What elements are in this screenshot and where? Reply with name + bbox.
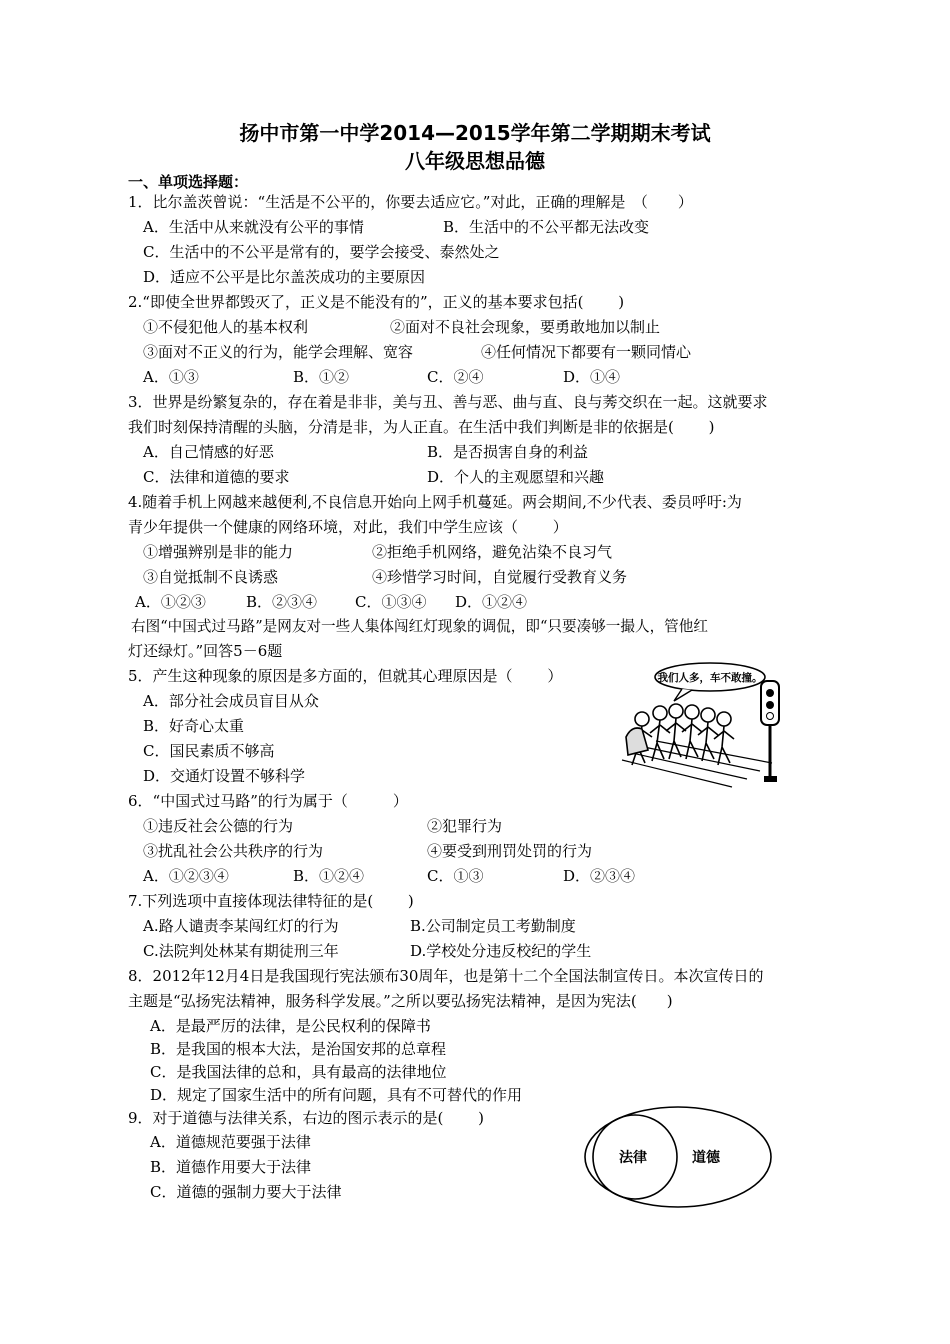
q4-option-a: A．①②③ bbox=[135, 593, 206, 611]
exam-subtitle: 八年级思想品德 bbox=[405, 149, 545, 173]
q6-option-d: D．②③④ bbox=[563, 867, 636, 885]
q6-item-3: ③扰乱社会公共秩序的行为 bbox=[143, 842, 324, 860]
q3-option-d: D．个人的主观愿望和兴趣 bbox=[427, 468, 605, 486]
q3-stem-line1: 3．世界是纷繁复杂的，存在着是非非，美与丑、善与恶、曲与直、良与莠交织在一起。这就要求 bbox=[128, 393, 768, 411]
q4-item-4: ④珍惜学习时间，自觉履行受教育义务 bbox=[372, 568, 628, 586]
q2-item-3: ③面对不正义的行为，能学会理解、宽容 bbox=[143, 343, 414, 361]
law-label: 法律 bbox=[619, 1150, 647, 1166]
q5-6-intro-line1: 右图“中国式过马路”是网友对一些人集体闯红灯现象的调侃，即“只要凑够一撮人，管他红 bbox=[131, 618, 708, 635]
q5-6-intro-line2: 灯还绿灯。”回答5－6题 bbox=[128, 642, 283, 660]
q1-option-a: A．生活中从来就没有公平的事情 bbox=[143, 218, 364, 236]
q3-option-c: C．法律和道德的要求 bbox=[143, 468, 290, 486]
q1-option-d: D．适应不公平是比尔盖茨成功的主要原因 bbox=[143, 268, 426, 286]
q2-option-d: D．①④ bbox=[563, 368, 621, 386]
jaywalking-cartoon bbox=[612, 655, 817, 795]
q6-stem: 6．“中国式过马路”的行为属于（ ） bbox=[128, 792, 408, 810]
q8-stem-line1: 8．2012年12月4日是我国现行宪法颁布30周年，也是第十二个全国法制宣传日。本次宣传日的 bbox=[128, 967, 764, 985]
q6-option-c: C．①③ bbox=[427, 867, 484, 885]
q6-option-a: A．①②③④ bbox=[143, 867, 229, 885]
crowd-of-pedestrians bbox=[626, 704, 734, 765]
q2-option-a: A．①③ bbox=[143, 368, 199, 386]
q1-option-c: C．生活中的不公平是常有的，要学会接受、泰然处之 bbox=[143, 243, 500, 261]
q8-option-c: C．是我国法律的总和，具有最高的法律地位 bbox=[150, 1063, 447, 1081]
q6-item-2: ②犯罪行为 bbox=[427, 817, 503, 835]
q5-option-b: B．好奇心太重 bbox=[143, 717, 245, 735]
q9-stem: 9．对于道德与法律关系，右边的图示表示的是( ) bbox=[128, 1109, 485, 1127]
q6-item-1: ①违反社会公德的行为 bbox=[143, 817, 294, 835]
q6-option-b: B．①②④ bbox=[293, 867, 365, 885]
q2-option-c: C．②④ bbox=[427, 368, 484, 386]
exam-title: 扬中市第一中学2014—2015学年第二学期期末考试 bbox=[239, 121, 711, 145]
q4-option-b: B．②③④ bbox=[246, 593, 318, 611]
q2-option-b: B．①② bbox=[293, 368, 350, 386]
q5-option-d: D．交通灯设置不够科学 bbox=[143, 767, 306, 785]
q9-option-a: A．道德规范要强于法律 bbox=[150, 1133, 311, 1151]
section-heading: 一、单项选择题： bbox=[128, 173, 249, 191]
q1-option-b: B．生活中的不公平都无法改变 bbox=[443, 218, 650, 236]
q8-option-b: B．是我国的根本大法，是治国安邦的总章程 bbox=[150, 1040, 447, 1058]
law-morality-diagram bbox=[578, 1100, 778, 1220]
q9-option-c: C．道德的强制力要大于法律 bbox=[150, 1183, 342, 1201]
q3-option-b: B．是否损害自身的利益 bbox=[427, 443, 589, 461]
q4-option-d: D．①②④ bbox=[455, 593, 528, 611]
q5-option-c: C．国民素质不够高 bbox=[143, 742, 275, 760]
q4-stem-line2: 青少年提供一个健康的网络环境，对此，我们中学生应该（ ） bbox=[128, 518, 568, 536]
q3-stem-line2: 我们时刻保持清醒的头脑，分清是非，为人正直。在生活中我们判断是非的依据是( ) bbox=[128, 418, 715, 436]
q7-option-b: B.公司制定员工考勤制度 bbox=[410, 917, 576, 935]
morality-label: 道德 bbox=[692, 1150, 720, 1166]
q8-stem-line2: 主题是“弘扬宪法精神，服务科学发展。”之所以要弘扬宪法精神，是因为宪法( ) bbox=[128, 992, 673, 1010]
q4-item-3: ③自觉抵制不良诱惑 bbox=[143, 568, 279, 586]
q4-stem-line1: 4.随着手机上网越来越便利,不良信息开始向上网手机蔓延。两会期间,不少代表、委员呼吁:为 bbox=[128, 493, 742, 511]
q7-option-c: C.法院判处林某有期徒刑三年 bbox=[143, 942, 339, 960]
q4-option-c: C．①③④ bbox=[355, 593, 427, 611]
q7-option-d: D.学校处分违反校纪的学生 bbox=[410, 942, 592, 960]
q8-option-a: A．是最严厉的法律，是公民权利的保障书 bbox=[150, 1017, 431, 1035]
q6-item-4: ④要受到刑罚处罚的行为 bbox=[427, 842, 593, 860]
q2-stem: 2.“即使全世界都毁灭了，正义是不能没有的”，正义的基本要求包括( ) bbox=[128, 293, 625, 311]
q4-item-2: ②拒绝手机网络，避免沾染不良习气 bbox=[372, 543, 613, 561]
q2-item-2: ②面对不良社会现象，要勇敢地加以制止 bbox=[390, 318, 661, 336]
q4-item-1: ①增强辨别是非的能力 bbox=[143, 543, 294, 561]
q1-stem: 1．比尔盖茨曾说：“生活是不公平的，你要去适应它。”对此，正确的理解是 （ ） bbox=[128, 193, 693, 211]
speech-text: 我们人多，车不敢撞。 bbox=[657, 672, 763, 684]
q3-option-a: A．自己情感的好恶 bbox=[143, 443, 274, 461]
q2-item-4: ④任何情况下都要有一颗同情心 bbox=[481, 343, 692, 361]
q7-option-a: A.路人谴责李某闯红灯的行为 bbox=[143, 917, 339, 935]
q7-stem: 7.下列选项中直接体现法律特征的是( ) bbox=[128, 892, 414, 910]
q2-item-1: ①不侵犯他人的基本权利 bbox=[143, 318, 309, 336]
q8-option-d: D．规定了国家生活中的所有问题，具有不可替代的作用 bbox=[150, 1086, 523, 1104]
q5-stem: 5．产生这种现象的原因是多方面的，但就其心理原因是（ ） bbox=[128, 667, 563, 685]
q9-option-b: B．道德作用要大于法律 bbox=[150, 1158, 312, 1176]
q5-option-a: A．部分社会成员盲目从众 bbox=[143, 692, 319, 710]
